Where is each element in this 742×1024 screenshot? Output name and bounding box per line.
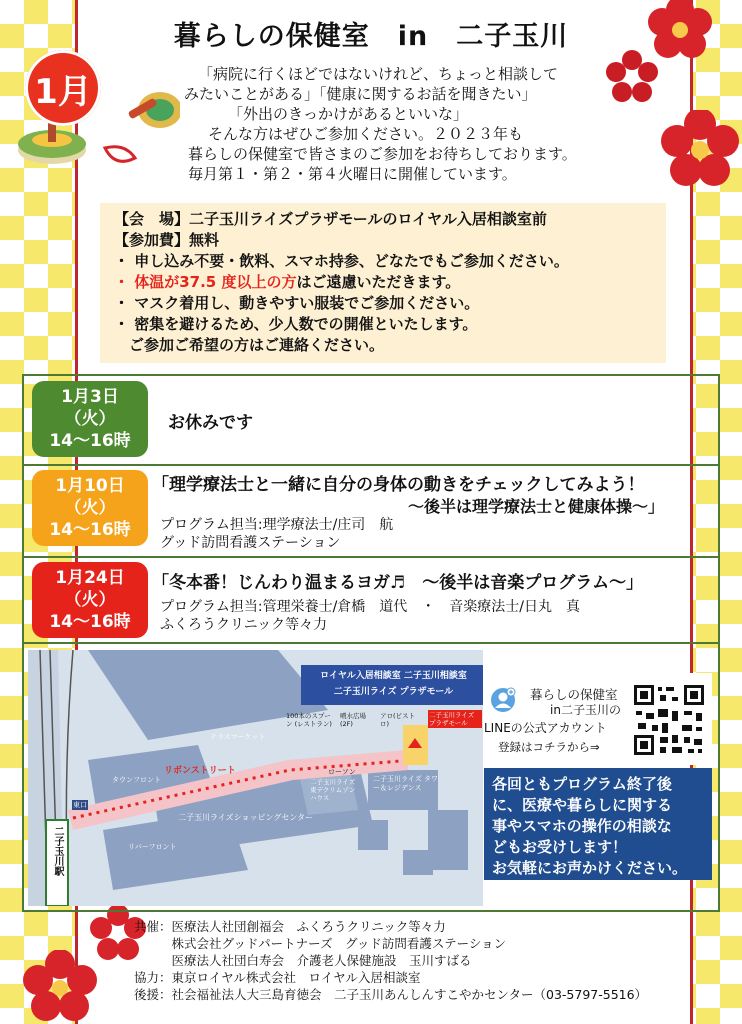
month-badge: 1月 xyxy=(25,50,101,126)
access-map xyxy=(28,650,483,906)
map-label-tower: 二子玉川ライズ タワー＆レジデンス xyxy=(373,775,438,792)
intro-line: そんな方はぜひご参加ください。２０２３年も xyxy=(208,125,524,143)
event-row xyxy=(24,464,718,558)
event-time: 14～16時 xyxy=(49,520,131,540)
date-box xyxy=(32,562,148,638)
intro-line: 「病院に行くほどではないけれど、ちょっと相談して xyxy=(198,65,559,83)
map-label-terrace-market: テラスマーケット xyxy=(210,733,266,741)
bullet-text: ・ マスク着用し、動きやすい服装でご参加ください。 xyxy=(114,294,480,312)
bullet-text xyxy=(114,272,652,293)
date-box xyxy=(32,470,148,546)
bullet-prefix: ・ xyxy=(114,273,135,291)
map-label-station: 二子玉川駅 xyxy=(52,826,63,876)
intro-line: 毎月第１・第２・第４火曜日に開催しています。 xyxy=(188,165,517,183)
map-label-ribbon: リボンストリート xyxy=(164,766,236,776)
line-text: LINEの公式アカウント xyxy=(484,721,607,735)
bullet-text: ・ 密集を避けるため、少人数での開催といたします。 xyxy=(114,315,478,333)
event-title: お休みです xyxy=(168,413,253,433)
event-org: ふくろうクリニック等々力 xyxy=(160,617,328,633)
date-box xyxy=(32,381,148,457)
event-date: 1月3日 xyxy=(61,387,119,407)
event-subtitle: ～後半は理学療法士と健康体操～」 xyxy=(408,497,665,516)
map-label-town-front: タウンフロント xyxy=(112,776,161,784)
event-dow: （火） xyxy=(64,498,116,518)
map-label-east-exit: 東口 xyxy=(73,801,87,809)
map-label-fountain-square: 噴水広場 (2F) xyxy=(340,712,366,728)
credit-line: 株式会社グッドパートナーズ グッド訪問看護ステーション xyxy=(134,936,507,951)
event-date: 1月10日 xyxy=(55,476,125,496)
schedule-table xyxy=(22,374,720,644)
map-label-plaza: 二子玉川ライズ プラザモール xyxy=(333,687,454,697)
event-date: 1月24日 xyxy=(55,568,125,588)
event-row xyxy=(24,556,718,642)
map-label-aro: アロ(ビストロ) xyxy=(380,712,416,728)
bullet-text: ・ 申し込み不要・飲料、スマホ持参、どなたでもご参加ください。 xyxy=(114,252,569,270)
line-text: 暮らしの保健室 xyxy=(530,687,618,702)
event-row xyxy=(24,376,718,466)
intro-line: みたいことがある」「健康に関するお話を聞きたい」 xyxy=(184,85,537,103)
plum-flower-icon xyxy=(660,110,740,190)
event-time: 14～16時 xyxy=(49,612,131,632)
event-staff: プログラム担当:理学療法士/庄司 航 xyxy=(160,517,394,533)
notice-line: お気軽にお声かけください。 xyxy=(492,859,688,877)
map-label-shopping: 二子玉川ライズショッピングセンター xyxy=(178,813,314,822)
plum-flower-icon xyxy=(20,950,100,1024)
event-dow: （火） xyxy=(64,409,116,429)
event-org: グッド訪問看護ステーション xyxy=(160,535,341,551)
notice-line: 各回ともプログラム終了後 xyxy=(492,775,672,793)
info-box xyxy=(100,203,666,363)
temperature-warning: 体温が37.5 度以上の方 xyxy=(134,273,297,291)
line-text: in二子玉川の xyxy=(550,703,621,717)
event-title: 「冬本番！じんわり温まるヨガ♬ ～後半は音楽プログラム～」 xyxy=(152,573,644,593)
credit-line: 後援：社会福祉法人大三島育徳会 二子玉川あんしんすこやかセンター（03-5797-5516） xyxy=(134,987,648,1002)
event-dow: （火） xyxy=(64,590,116,610)
bullet-text: ご参加ご希望の方はご連絡ください。 xyxy=(114,336,385,354)
notice-line: 事やスマホの操作の相談な xyxy=(492,817,672,835)
credit-line: 協力：東京ロイヤル株式会社 ロイヤル入居相談室 xyxy=(134,970,421,985)
line-register-link[interactable]: 登録はコチラから⇒ xyxy=(498,740,600,754)
map-label-lawson: ローソン xyxy=(328,768,356,776)
qr-code-icon[interactable] xyxy=(632,683,706,757)
bullet-rest: はご遠慮いただきます。 xyxy=(296,273,461,291)
map-label-river-front: リバーフロント xyxy=(128,843,177,851)
intro-line: 暮らしの保健室で皆さまのご参加をお待ちしております。 xyxy=(188,145,577,163)
venue-text: 【会 場】二子玉川ライズプラザモールのロイヤル入居相談室前 xyxy=(114,210,547,228)
intro-text xyxy=(178,64,648,184)
credit-line: 医療法人社団白寿会 介護老人保健施設 玉川すばる xyxy=(134,953,472,968)
event-time: 14～16時 xyxy=(49,431,131,451)
notice-line: に、医療や暮らしに関する xyxy=(492,796,673,814)
footer-credits xyxy=(134,918,694,1003)
event-staff: プログラム担当:管理栄養士/倉橋 道代 ・ 音楽療法士/日丸 真 xyxy=(160,599,581,615)
page-title: 暮らしの保健室 in 二子玉川 xyxy=(173,21,569,52)
map-label-100-spoons: 100本のスプーン (レストラン) xyxy=(286,712,332,728)
line-account-box xyxy=(484,673,712,765)
intro-line: 「外出のきっかけがあるといいな」 xyxy=(228,105,469,123)
event-title: 「理学療法士と一緒に自分の身体の動きをチェックしてみよう！ xyxy=(152,475,645,495)
map-label-east-tower: 二子玉川ライズ 東デクリムゾンハウス xyxy=(310,778,356,802)
consultation-notice xyxy=(484,768,712,880)
credit-line: 共催：医療法人社団創福会 ふくろうクリニック等々力 xyxy=(134,919,446,934)
user-plus-icon xyxy=(490,687,516,713)
fee-text: 【参加費】無料 xyxy=(114,231,220,249)
map-label-royal: ロイヤル入居相談室 二子玉川相談室 xyxy=(320,671,467,681)
map-label-plaza-mall: 二子玉川ライズ プラザモール xyxy=(428,710,482,728)
notice-line: どもお受けします！ xyxy=(492,838,628,856)
